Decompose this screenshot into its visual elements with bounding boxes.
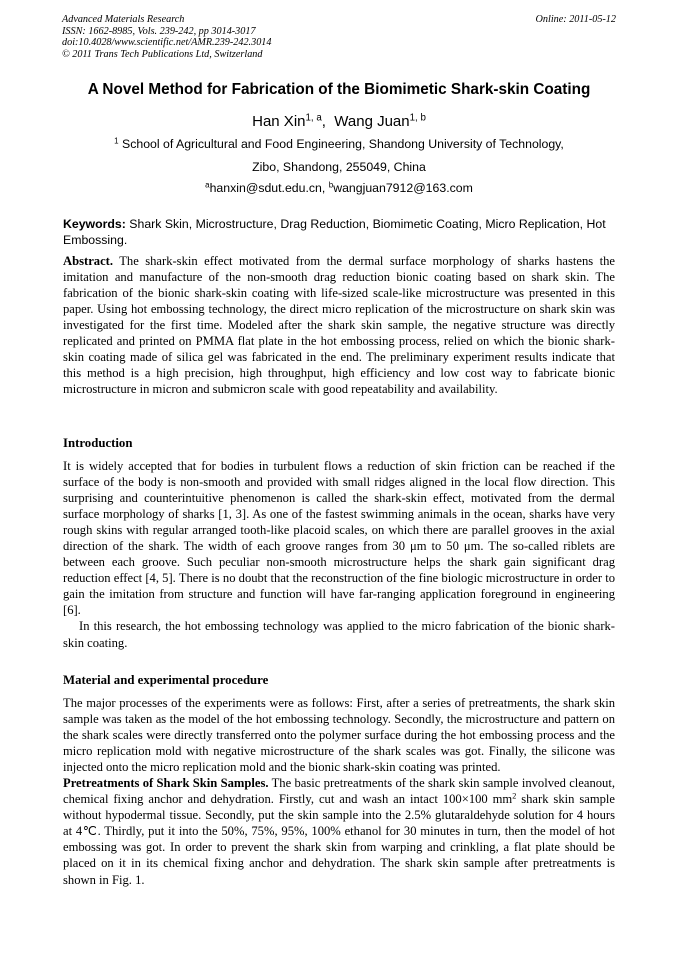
abstract-text: The shark-skin effect motivated from the dermal surface morphology of sharks hastens the imitation and manufacture of the non-smooth drag reduction bionic coating based on shark skin. The fabrication of the bionic shark-skin coating with life-sized scale-like microstructure was presented in this paper. Using hot embossing technology, the direct micro replication of the microstructure on shark skin was investigated for the first time. Modeled after the shark skin sample, the negative structure was directly replicated and printed on PMMA flat plate in the hot embossing process, relied on which the bionic shark-skin coating made of silica gel was fabricated in the end. The preliminary experiment results indicate that this method is a high precision, high throughput, high efficiency and low cost way to fabricate bionic microstructure in micron and submicron scale with good repeatability and availability. [63,254,615,397]
email-a[interactable]: hanxin@sdut.edu.cn, [209,181,329,195]
pretreatments-label: Pretreatments of Shark Skin Samples. [63,776,269,791]
journal-header [62,14,616,60]
introduction-paragraph-2: In this research, the hot embossing technology was applied to the micro fabrication of the bionic shark-skin coating. [63,619,615,650]
keywords-block [63,216,615,248]
affiliation-line-2: Zibo, Shandong, 255049, China [252,160,426,174]
online-date: Online: 2011-05-12 [535,14,616,25]
email-b-sup: b [328,180,334,190]
pretreatments-text-1: The basic pretreatments of the shark skin sample involved cleanout, chemical fixing anchor and dehydration. Firstly, cut and wash an intact 100×100 mm [63,776,616,807]
materials-body [63,695,615,888]
journal-name: Advanced Materials Research [62,14,185,25]
author-separator: , [321,113,335,130]
email-line [0,181,678,195]
author-2-name: Wang Juan [334,113,410,130]
materials-paragraph-1: The major processes of the experiments were as follows: First, after a series of pretreatments, the shark skin sample was taken as the model of the hot embossing technology. Secondly, the microstructure and pattern on the shark scales were directly transferred onto the polymer surface during the hot embossing process and the micro replication mold with negative microstructure of the shark scales was got. Finally, the silicone was injected onto the micro replication mold and the bionic shark-skin coating was printed. [63,696,615,775]
affiliation-sup: 1 [114,136,119,146]
doi-line: doi:10.4028/www.scientific.net/AMR.239-242.3014 [62,37,272,49]
author-1-sup: 1, a [305,112,322,124]
introduction-paragraph-1: It is widely accepted that for bodies in turbulent flows a reduction of skin friction can be reached if the surface of the body is non-smooth and provided with small ridges aligned in the local flow direction. This surprising and counterintuitive phenomenon is called the shark-skin effect, motivated from the dermal surface morphology of sharks [1, 3]. As one of the fastest swimming animals in the ocean, sharks have very rough skins with regular arranged tooth-like placoid scales, on which there are parallel grooves in the axial direction of the shark. The width of each groove ranges from 30 μm to 50 μm. The so-called riblets are between each groove. Such peculiar non-smooth microstructure helps the shark gain significant drag reduction effect [4, 5]. There is no doubt that the reconstruction of the fine biologic microstructure in order to gain the imitation from structure and function will have far-ranging application foreground in engineering [6]. [63,459,615,618]
keywords-text: Shark Skin, Microstructure, Drag Reduction, Biomimetic Coating, Micro Replication, Hot Embossing. [63,217,606,247]
pretreatments-sup: 2 [512,791,517,801]
pretreatments-text-2: shark skin sample without hypodermal tissue. Secondly, put the skin sample into the 2.5% glutaraldehyde solution for 4 hours at 4℃. Thirdly, put it into the 50%, 75%, 95%, 100% ethanol for 30 minutes in turn, then the model of hot embossing was got. In order to prevent the shark skin from warping and crinkling, a flat plate should be placed on it in its chemical fixing anchor and dehydration. The shark skin sample after pretreatments is shown in Fig. 1. [63,792,616,887]
email-a-sup: a [205,180,210,190]
abstract-block [63,253,615,397]
pretreatments-paragraph [63,775,615,887]
introduction-body [63,458,615,651]
keywords-label: Keywords: [63,217,126,231]
abstract-label: Abstract. [63,254,114,268]
affiliation-text-1: School of Agricultural and Food Engineering, Shandong University of Technology, [118,137,564,151]
email-b[interactable]: wangjuan7912@163.com [333,181,473,195]
materials-heading: Material and experimental procedure [63,673,269,687]
paper-title: A Novel Method for Fabrication of the Biomimetic Shark-skin Coating [87,81,591,98]
author-2-sup: 1, b [409,112,426,124]
author-line [0,113,678,130]
copyright-line: © 2011 Trans Tech Publications Ltd, Switzerland [62,48,263,60]
author-1-name: Han Xin [252,113,306,130]
issn-line: ISSN: 1662-8985, Vols. 239-242, pp 3014-3017 [62,25,256,37]
introduction-heading: Introduction [63,436,133,450]
affiliation-line-1 [0,137,678,151]
